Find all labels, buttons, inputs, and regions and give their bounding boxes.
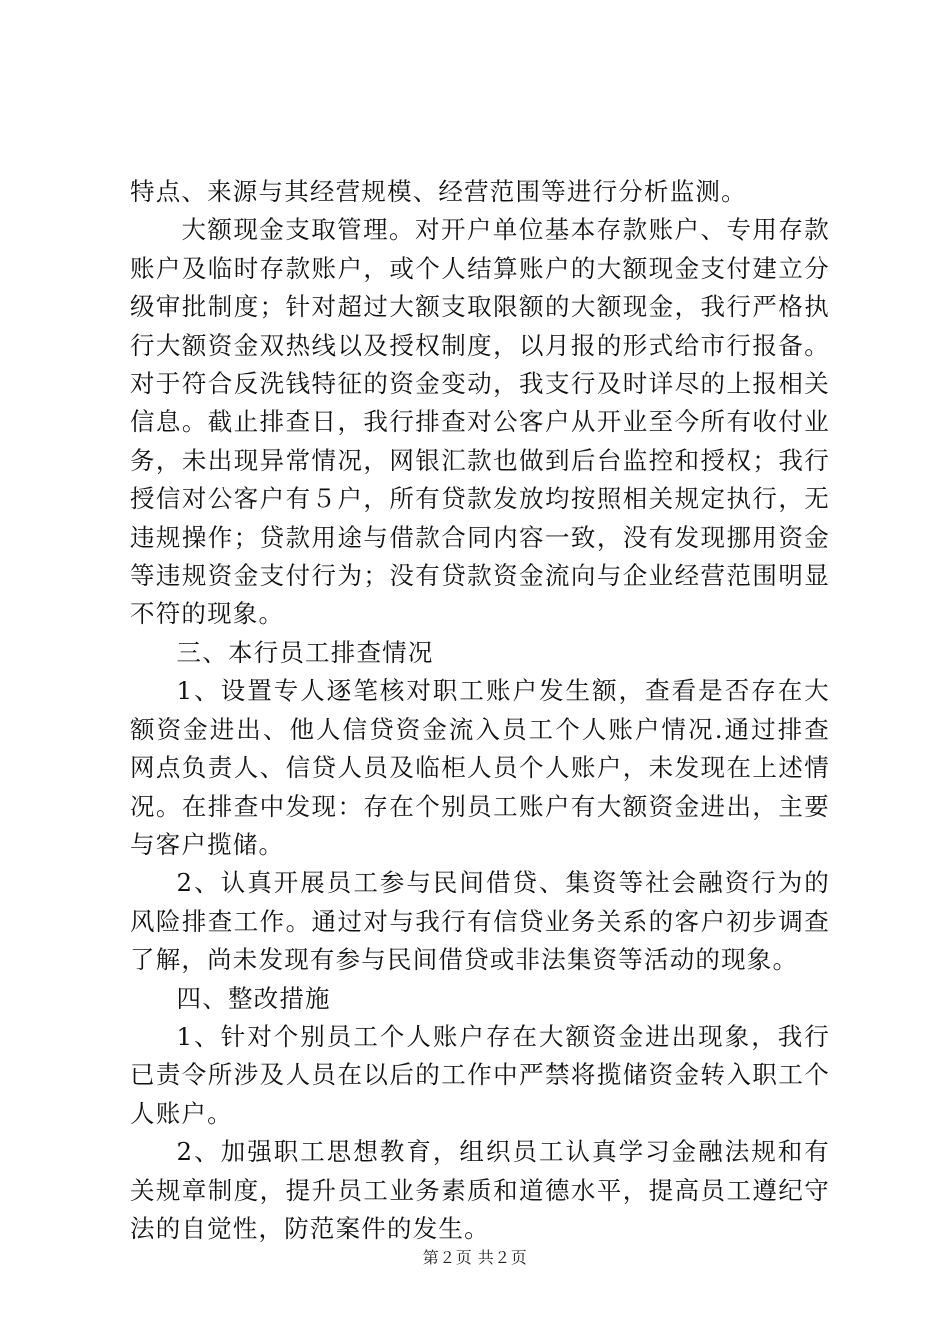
paragraph-large-cash-management: 大额现金支取管理。对开户单位基本存款账户、专用存款账户及临时存款账户，或个人结算账户的大额现金支付建立分级审批制度；针对超过大额支取限额的大额现金，我行严格执行大额资金双热线以及授权制度，以月报的形式给市行报备。对于符合反洗钱特征的资金变动，我支行及时详尽的上报相关信息。截止排查日，我行排查对公客户从开业至今所有收付业务，未出现异常情况，网银汇款也做到后台监控和授权；我行授信对公客户有５户，所有贷款发放均按照相关规定执行，无违规操作；贷款用途与借款合同内容一致，没有发现挪用资金等违规资金支付行为；没有贷款资金流向与企业经营范围明显不符的现象。 [130,215,830,629]
page-footer [0,1245,950,1268]
page-number-current: 第２页 [422,1248,473,1267]
document-body [130,173,830,1248]
paragraph-employee-check-1: 1、设置专人逐笔核对职工账户发生额，查看是否存在大额资金进出、他人信贷资金流入员工个人账户情况.通过排查网点负责人、信贷人员及临柜人员个人账户，未发现在上述情况。在排查中发现：存在个别员工账户有大额资金进出，主要与客户揽储。 [130,676,830,859]
paragraph-rectification-1: 1、针对个别员工个人账户存在大额资金进出现象，我行已责令所涉及人员在以后的工作中严禁将揽储资金转入职工个人账户。 [130,1021,830,1128]
paragraph-continuation: 特点、来源与其经营规模、经营范围等进行分析监测。 [130,177,747,206]
paragraph-employee-check-2: 2、认真开展员工参与民间借贷、集资等社会融资行为的风险排查工作。通过对与我行有信贷业务关系的客户初步调查了解，尚未发现有参与民间借贷或非法集资等活动的现象。 [130,868,830,975]
paragraph-rectification-2: 2、加强职工思想教育，组织员工认真学习金融法规和有关规章制度，提升员工业务素质和道德水平，提高员工遵纪守法的自觉性，防范案件的发生。 [130,1137,830,1243]
page-number-total: 共２页 [477,1248,528,1267]
section-heading-employee-check: 三、本行员工排查情况 [176,637,434,667]
section-heading-rectification: 四、整改措施 [176,983,331,1013]
